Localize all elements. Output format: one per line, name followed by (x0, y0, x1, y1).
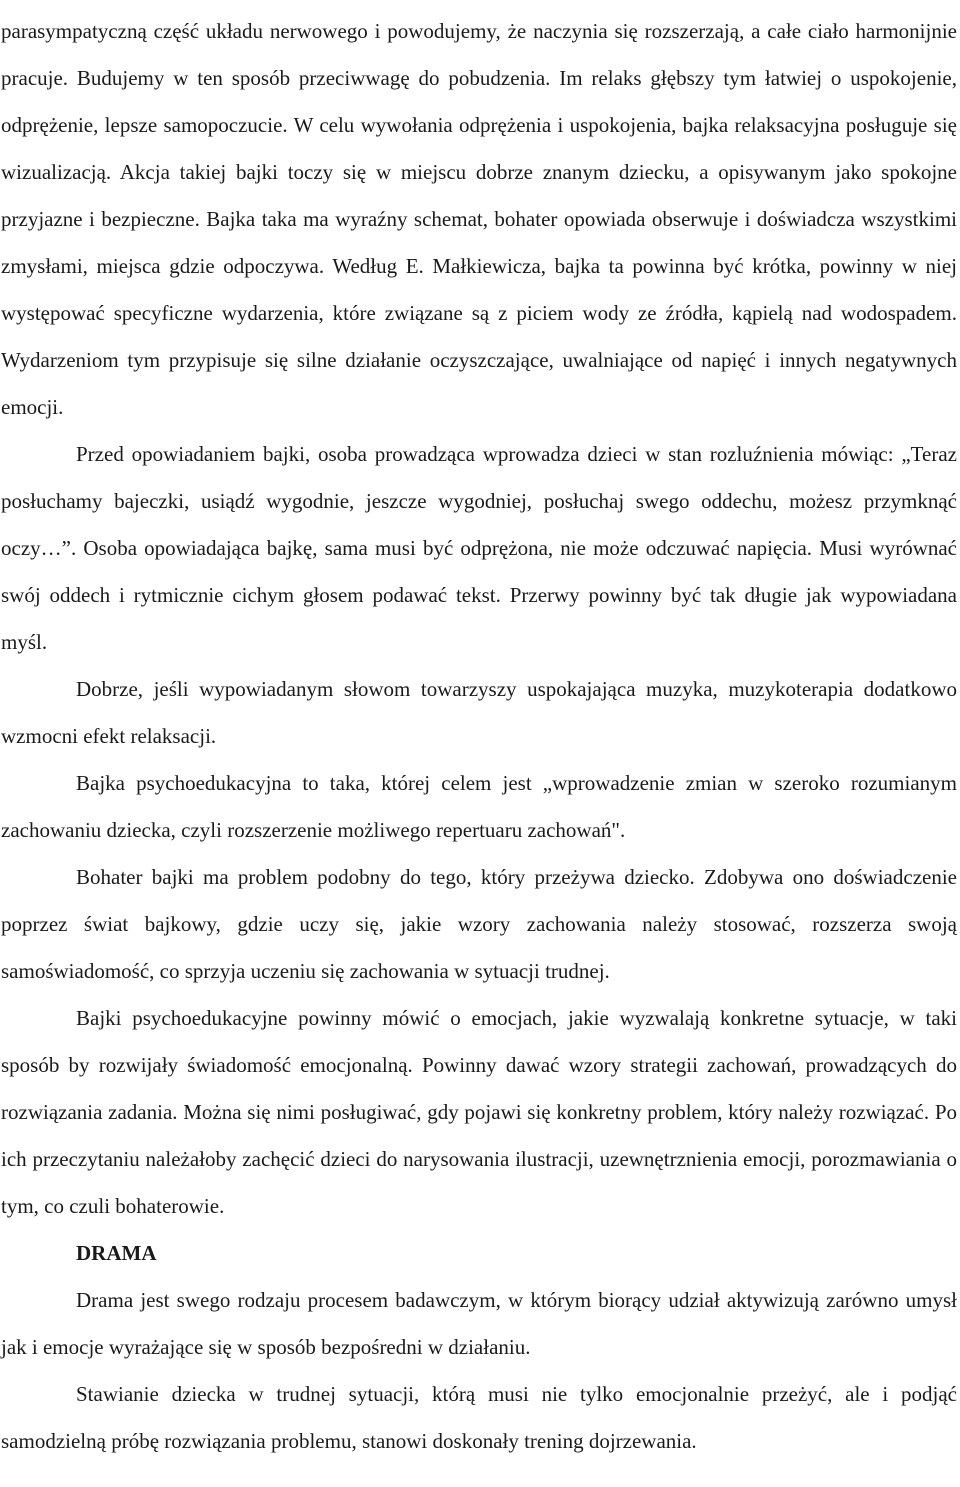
paragraph-drama-training: Stawianie dziecka w trudnej sytuacji, którą musi nie tylko emocjonalnie przeżyć, ale i podjąć samodzielną próbę rozwiązania problemu, stanowi doskonały trening dojrzewania. (1, 1382, 957, 1453)
paragraph-relaxation-tale: parasympatyczną część układu nerwowego i powodujemy, że naczynia się rozszerzają, a całe ciało harmonijnie pracuje. Budujemy w ten sposób przeciwwagę do pobudzenia. Im relaks głębszy tym łatwiej o uspokojenie, odprężenie, lepsze samopoczucie. W celu wywołania odprężenia i uspokojenia, bajka relaksacyjna posługuje się wizualizacją. Akcja takiej bajki toczy się w miejscu dobrze znanym dziecku, a opisywanym jako spokojne przyjazne i bezpieczne. Bajka taka ma wyraźny schemat, bohater opowiada obserwuje i doświadcza wszystkimi zmysłami, miejsca gdzie odpoczywa. Według E. Małkiewicza, bajka ta powinna być krótka, powinny w niej występować specyficzne wydarzenia, które związane są z piciem wody ze źródła, kąpielą nad wodospadem. Wydarzeniom tym przypisuje się silne działanie oczyszczające, uwalniające od napięć i innych negatywnych emocji. (1, 19, 957, 419)
paragraph-psychoeducational-definition: Bajka psychoedukacyjna to taka, której celem jest „wprowadzenie zmian w szeroko rozumianym zachowaniu dziecka, czyli rozszerzenie możliwego repertuaru zachowań". (1, 771, 957, 842)
paragraph-music-therapy: Dobrze, jeśli wypowiadanym słowom towarzyszy uspokajająca muzyka, muzykoterapia dodatkowo wzmocni efekt relaksacji. (1, 677, 957, 748)
paragraph-tale-hero: Bohater bajki ma problem podobny do tego, który przeżywa dziecko. Zdobywa ono doświadczenie poprzez świat bajkowy, gdzie uczy się, jakie wzory zachowania należy stosować, rozszerza swoją samoświadomość, co sprzyja uczeniu się zachowania w sytuacji trudnej. (1, 865, 957, 983)
paragraph-psychoeducational-emotions: Bajki psychoedukacyjne powinny mówić o emocjach, jakie wyzwalają konkretne sytuacje, w taki sposób by rozwijały świadomość emocjonalną. Powinny dawać wzory strategii zachowań, prowadzących do rozwiązania zadania. Można się nimi posługiwać, gdy pojawi się konkretny problem, który należy rozwiązać. Po ich przeczytaniu należałoby zachęcić dzieci do narysowania ilustracji, uzewnętrznienia emocji, porozmawiania o tym, co czuli bohaterowie. (1, 1006, 957, 1218)
paragraph-drama-definition: Drama jest swego rodzaju procesem badawczym, w którym biorący udział aktywizują zarówno umysł jak i emocje wyrażające się w sposób bezpośredni w działaniu. (1, 1288, 957, 1359)
paragraph-tale-introduction: Przed opowiadaniem bajki, osoba prowadząca wprowadza dzieci w stan rozluźnienia mówiąc: „Teraz posłuchamy bajeczki, usiądź wygodnie, jeszcze wygodniej, posłuchaj swego oddechu, możesz przymknąć oczy…”. Osoba opowiadająca bajkę, sama musi być odprężona, nie może odczuwać napięcia. Musi wyrównać swój oddech i rytmicznie cichym głosem podawać tekst. Przerwy powinny być tak długie jak wypowiadana myśl. (1, 442, 957, 654)
section-heading-drama: DRAMA (76, 1241, 157, 1265)
